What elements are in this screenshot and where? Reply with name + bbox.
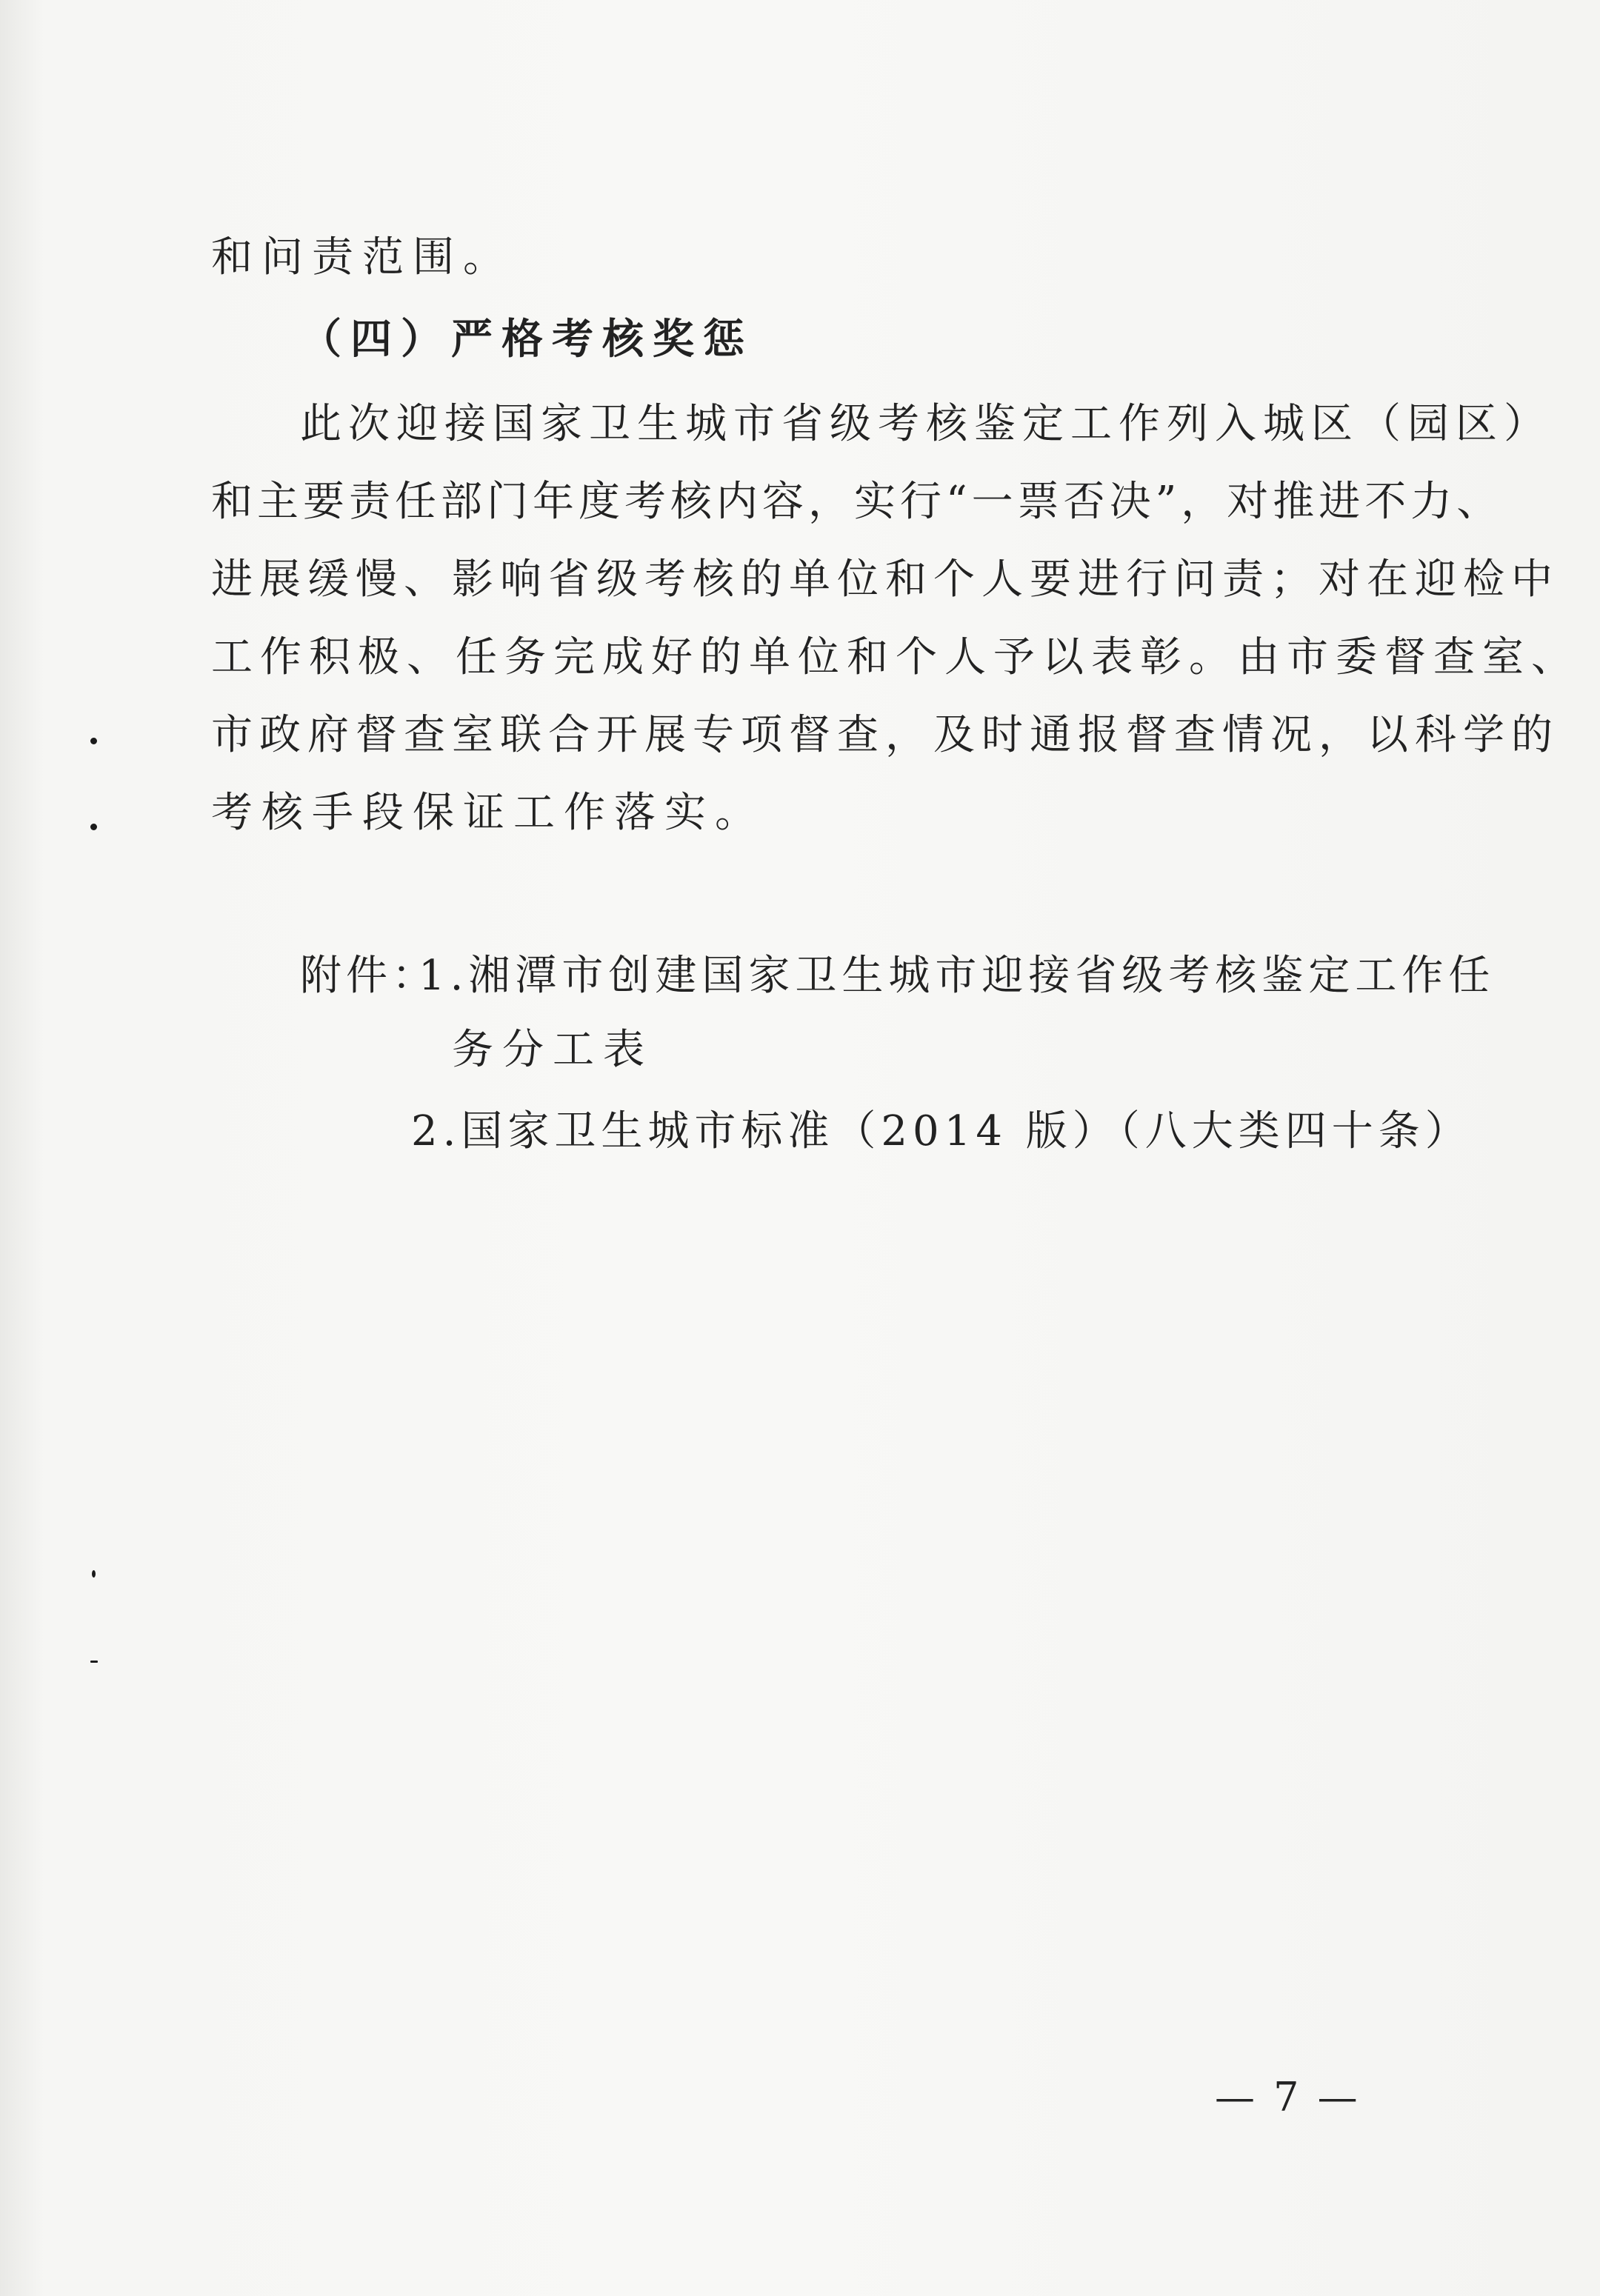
body-text-line: 考核手段保证工作落实。 [211,789,765,837]
body-text-line: 工作积极、任务完成好的单位和个人予以表彰。由市委督查室、 [211,633,1580,681]
scan-speck [90,824,97,830]
attachment-item-1: 1.湘潭市创建国家卫生城市迎接省级考核鉴定工作任 [419,952,1496,1000]
body-text-line: 进展缓慢、影响省级考核的单位和个人要进行问责；对在迎检中 [211,555,1559,604]
scan-speck [90,738,97,744]
section-heading: （四）严格考核奖惩 [300,315,753,364]
body-text-line: 和问责范围。 [211,233,513,281]
body-text-line: 市政府督查室联合开展专项督查，及时通报督查情况，以科学的 [211,711,1559,759]
body-text-line: 此次迎接国家卫生城市省级考核鉴定工作列入城区（园区） [300,400,1552,448]
scan-speck [92,1570,96,1578]
scan-speck [90,1661,98,1663]
body-text-line: 和主要责任部门年度考核内容，实行“一票否决”，对推进不力、 [211,478,1503,526]
page-number: — 7 — [1215,2074,1361,2120]
attachments-label: 附件： [300,952,438,1000]
attachment-item-2: 2.国家卫生城市标准（2014 版）（八大类四十条） [411,1107,1472,1155]
attachment-item-1-continued: 务分工表 [452,1026,653,1074]
